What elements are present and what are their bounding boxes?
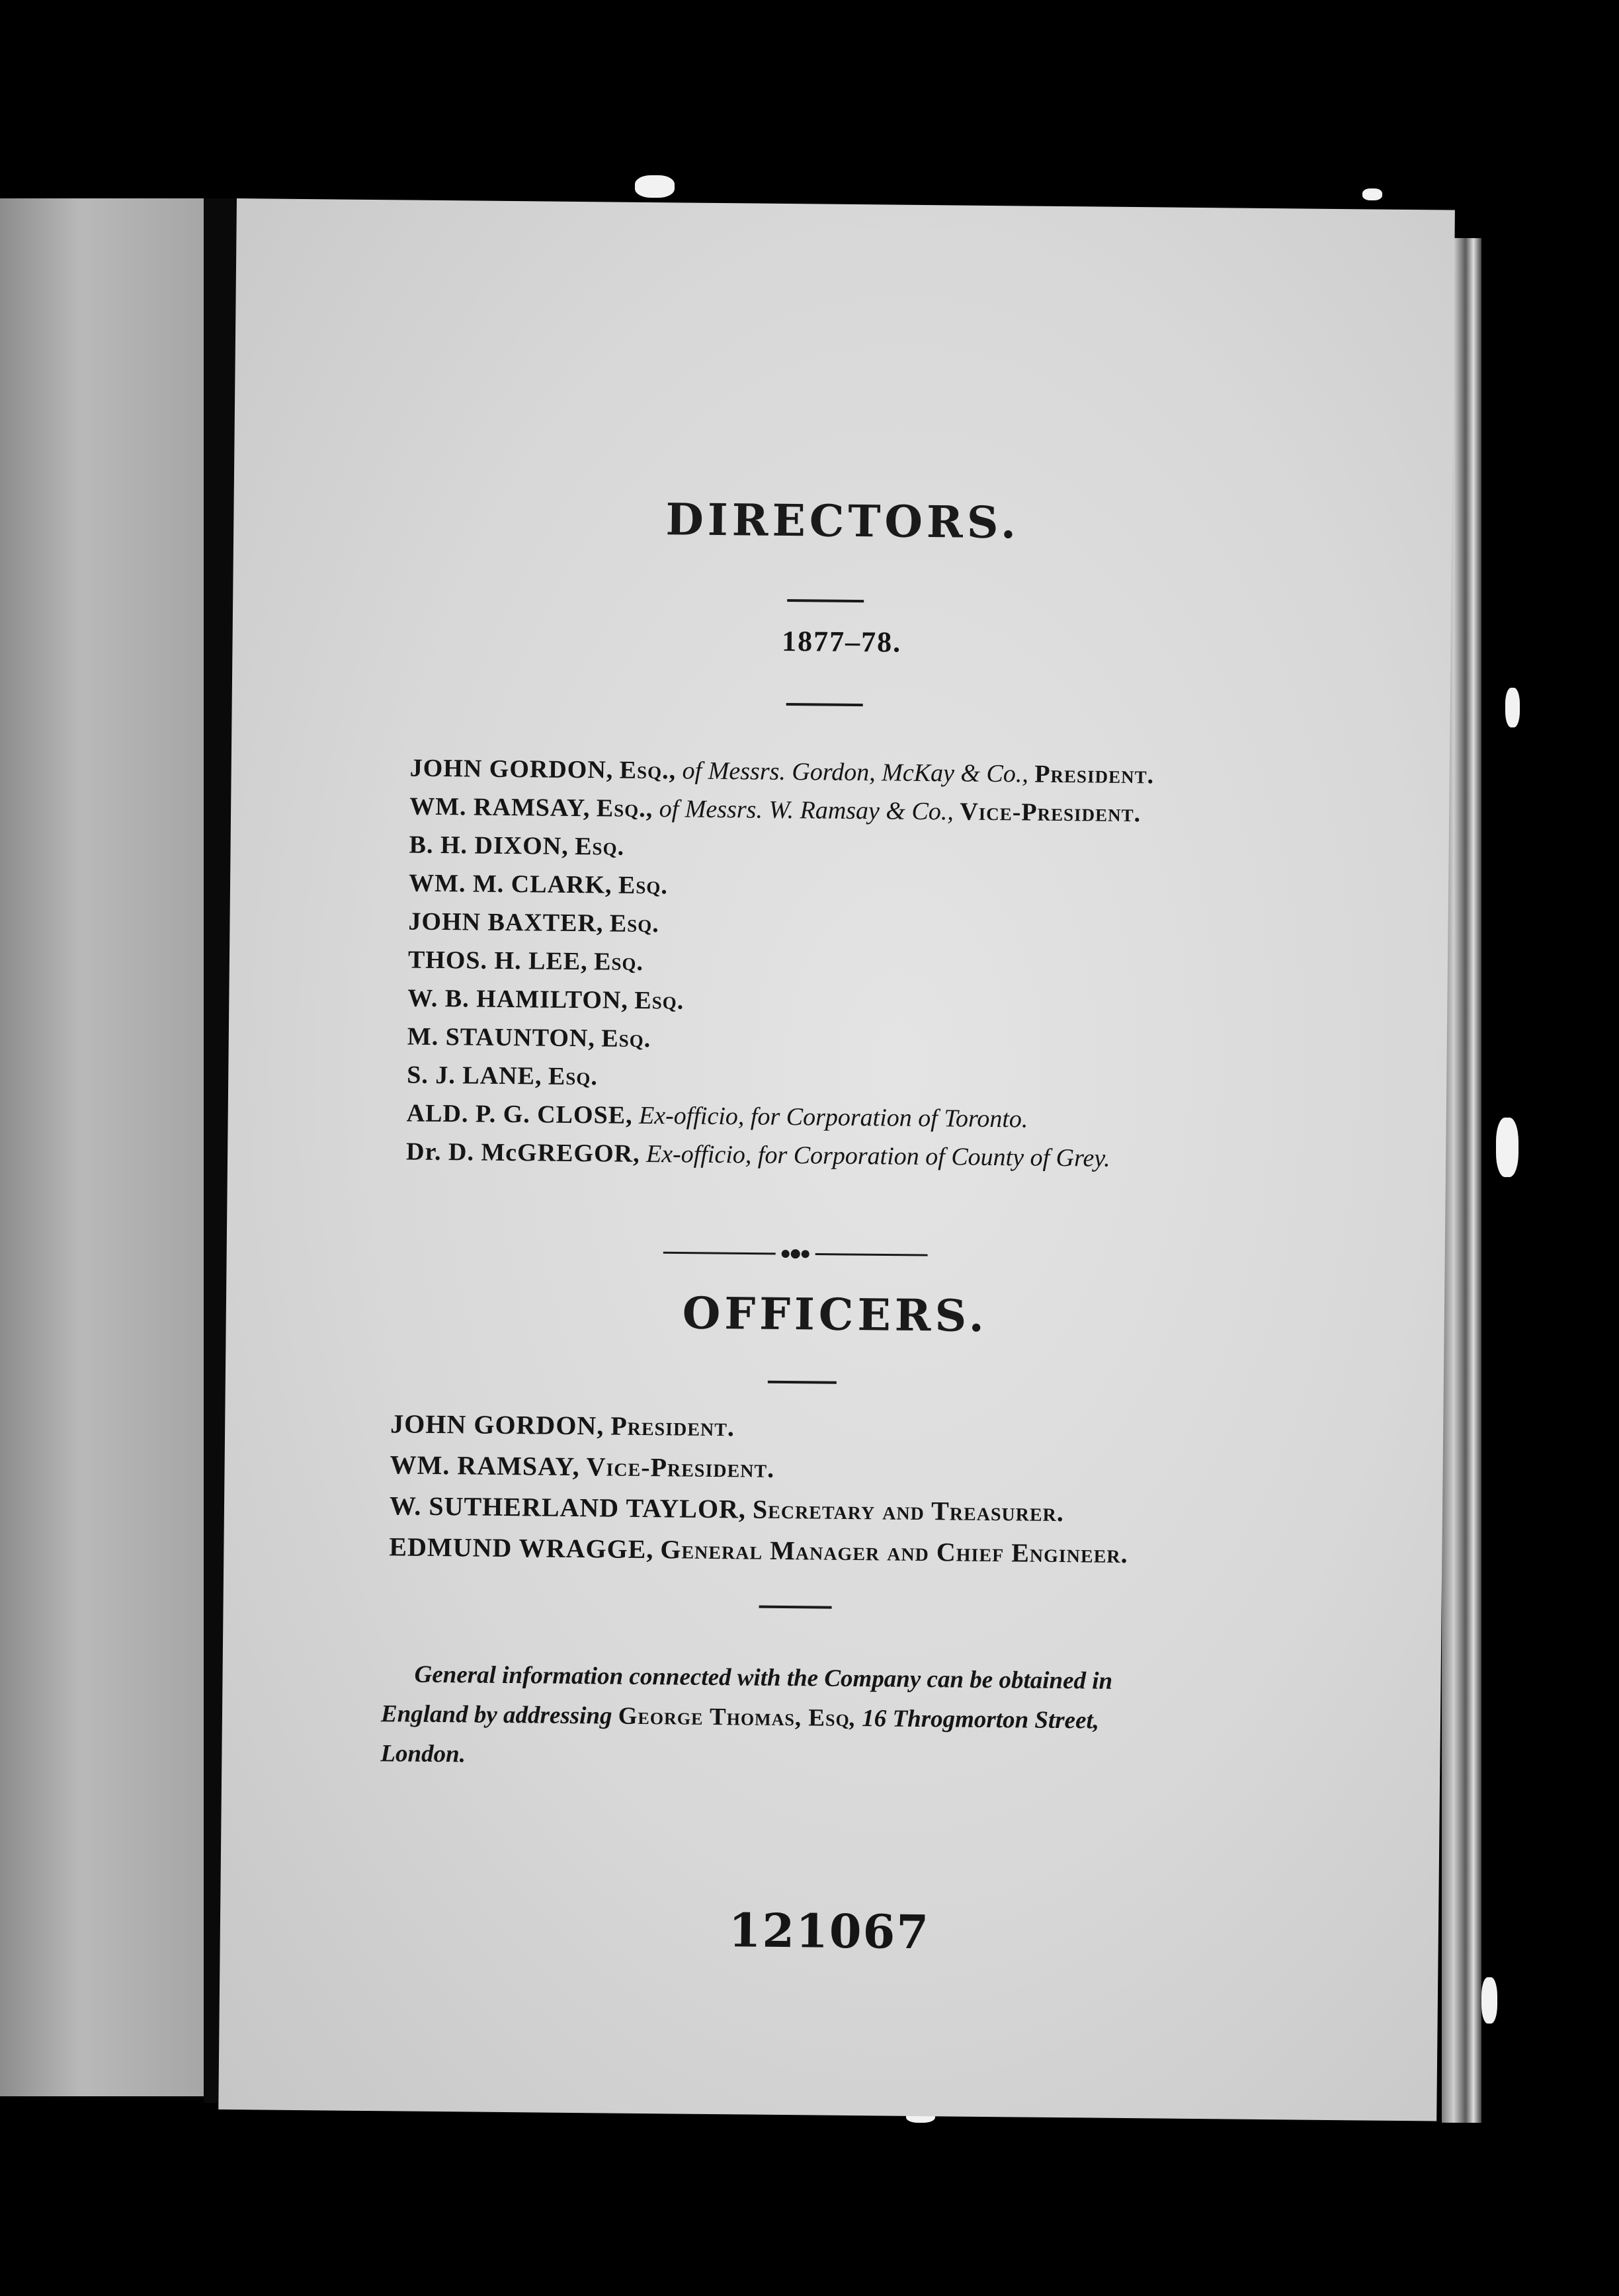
list-item: WM. RAMSAY, Vice-President. (390, 1450, 775, 1483)
list-item: M. STAUNTON, Esq. (407, 1022, 651, 1053)
list-item: JOHN BAXTER, Esq. (408, 907, 659, 938)
info-line: General information connected with the Company can be obtained in (414, 1660, 1113, 1695)
list-item: THOS. H. LEE, Esq. (407, 946, 644, 976)
accession-number: 121067 (728, 1903, 931, 1960)
divider-rule (786, 703, 863, 706)
page-content (218, 198, 1455, 2121)
document-page (218, 198, 1455, 2121)
directors-heading: DIRECTORS. (665, 493, 1020, 549)
info-line: England by addressing George Thomas, Esq, 16 Throgmorton Street, (380, 1700, 1100, 1735)
tear-speck (1481, 1977, 1497, 2024)
divider-rule (768, 1381, 837, 1384)
officers-list (389, 1403, 1409, 1577)
tear-speck (1362, 188, 1382, 200)
ornament-divider (663, 1246, 928, 1262)
list-item: WM. RAMSAY, Esq., of Messrs. W. Ramsay & Co., Vice-President. (409, 792, 1142, 828)
directors-list (406, 749, 1429, 1181)
list-item: S. J. LANE, Esq. (407, 1061, 599, 1091)
list-item: JOHN GORDON, President. (390, 1409, 735, 1442)
divider-rule (759, 1606, 832, 1609)
list-item: B. H. DIXON, Esq. (409, 831, 625, 861)
list-item: JOHN GORDON, Esq., of Messrs. Gordon, McKay & Co., President. (409, 754, 1155, 790)
list-item: EDMUND WRAGGE, General Manager and Chief Engineer. (389, 1532, 1128, 1569)
divider-rule (787, 599, 864, 602)
contact-name: George Thomas, Esq (618, 1702, 850, 1733)
info-paragraph (380, 1655, 1413, 1784)
facing-page (0, 198, 204, 2096)
officers-heading: OFFICERS. (682, 1287, 989, 1342)
list-item: WM. M. CLARK, Esq. (408, 869, 669, 900)
list-item: W. SUTHERLAND TAYLOR, Secretary and Treasurer. (389, 1491, 1065, 1528)
list-item: ALD. P. G. CLOSE, Ex-officio, for Corporation of Toronto. (406, 1099, 1028, 1133)
tear-speck (635, 175, 675, 198)
list-item: Dr. D. McGREGOR, Ex-officio, for Corporation of County of Grey. (405, 1137, 1110, 1172)
list-item: W. B. HAMILTON, Esq. (407, 984, 685, 1015)
directors-period: 1877–78. (781, 624, 902, 659)
info-line: London. (380, 1740, 466, 1768)
tear-speck (1505, 688, 1520, 727)
tear-speck (1496, 1118, 1518, 1177)
